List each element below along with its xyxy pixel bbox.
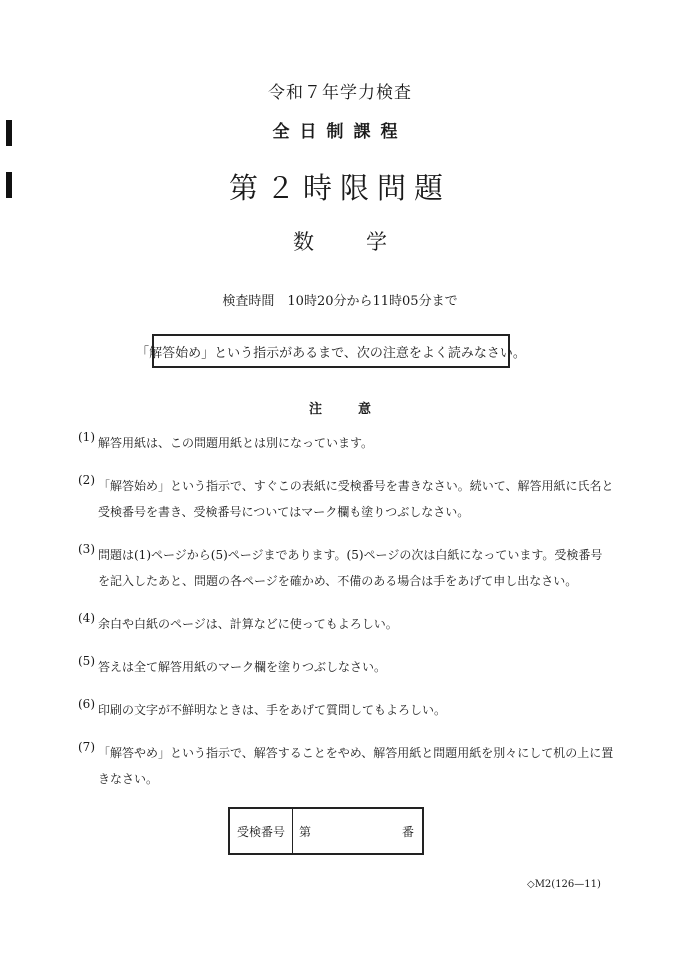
note-line: 受検番号を書き、受検番号についてはマーク欄も塗りつぶしなさい。 [98,505,470,519]
exam-number-suffix: 番 [401,824,414,839]
note-text [98,697,618,723]
period-title: 第２時限問題 [228,171,451,205]
note-line: を記入したあと、問題の各ページを確かめ、不備のある場合は手をあげて申し出なさい。 [98,574,578,588]
note-line: 答えは全て解答用紙のマーク欄を塗りつぶしなさい。 [98,660,387,674]
exam-time: 検査時間 10時20分から11時05分まで [222,294,458,309]
course-title: 全日制課程 [272,122,408,142]
note-item [78,611,618,637]
note-item [78,697,618,723]
note-text [98,611,618,637]
note-item [78,542,618,594]
note-number: (2) [78,473,95,487]
exam-number-field[interactable] [293,809,422,853]
exam-year: 令和７年学力検査 [268,83,412,103]
note-number: (4) [78,611,95,625]
note-item [78,430,618,456]
note-text [98,430,618,456]
notes-heading: 注意 [308,402,407,417]
exam-number-prefix: 第 [299,824,312,839]
notes-list [78,430,618,809]
note-number: (1) [78,430,95,444]
note-line: きなさい。 [98,772,159,786]
note-text [98,654,618,680]
note-number: (3) [78,542,95,556]
note-item [78,654,618,680]
note-number: (7) [78,740,95,754]
document-code: ◇M2(126—11) [527,879,601,890]
note-line: 解答用紙は、この問題用紙とは別になっています。 [98,436,374,450]
note-item [78,473,618,525]
exam-number-box [228,807,424,855]
note-number: (5) [78,654,95,668]
note-text [98,542,618,594]
note-item [78,740,618,792]
exam-number-label: 受検番号 [230,809,293,853]
subject-title: 数学 [293,230,439,254]
note-line: 印刷の文字が不鮮明なときは、手をあげて質問してもよろしい。 [98,703,447,717]
note-text [98,473,618,525]
note-text [98,740,618,792]
note-line: 余白や白紙のページは、計算などに使ってもよろしい。 [98,617,398,631]
instruction-box [136,334,526,368]
instruction-text: 「解答始め」という指示があるまで、次の注意をよく読みなさい。 [136,345,526,361]
note-line: 「解答始め」という指示で、すぐこの表紙に受検番号を書きなさい。続いて、解答用紙に氏名と [98,479,614,493]
note-number: (6) [78,697,95,711]
note-line: 「解答やめ」という指示で、解答することをやめ、解答用紙と問題用紙を別々にして机の上に置 [98,746,614,760]
note-line: 問題は(1)ページから(5)ページまであります。(5)ページの次は白紙になっています。受検番号 [98,548,603,562]
